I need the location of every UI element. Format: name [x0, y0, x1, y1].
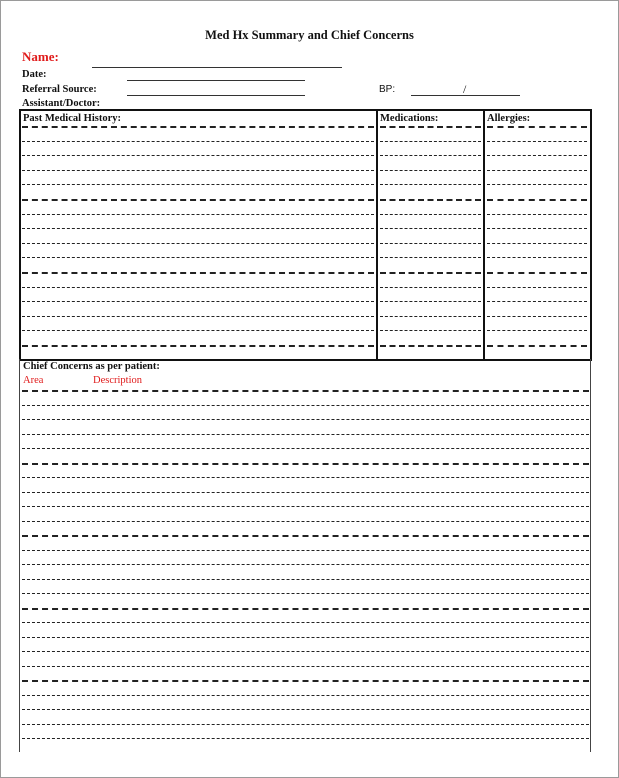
- medications-line[interactable]: [380, 214, 481, 215]
- concern-line[interactable]: [22, 695, 589, 696]
- concerns-left-border: [19, 359, 20, 752]
- history-line[interactable]: [22, 170, 374, 171]
- concern-line[interactable]: [22, 405, 589, 406]
- allergies-line[interactable]: [487, 228, 587, 229]
- name-label: Name:: [22, 49, 59, 64]
- assistant-doctor-label: Assistant/Doctor:: [22, 98, 101, 109]
- medications-line[interactable]: [380, 228, 481, 229]
- concern-line[interactable]: [22, 680, 589, 682]
- allergies-line[interactable]: [487, 301, 587, 302]
- concern-line[interactable]: [22, 419, 589, 420]
- concerns-right-border: [590, 359, 591, 752]
- concern-line[interactable]: [22, 593, 589, 594]
- history-line[interactable]: [22, 272, 374, 274]
- allergies-line[interactable]: [487, 316, 587, 317]
- history-line[interactable]: [22, 243, 374, 244]
- allergies-line[interactable]: [487, 214, 587, 215]
- concern-line[interactable]: [22, 535, 589, 537]
- allergies-header: Allergies:: [487, 113, 531, 124]
- allergies-column-divider: [483, 109, 485, 361]
- referral-field-line[interactable]: [127, 95, 305, 96]
- medications-line[interactable]: [380, 184, 481, 185]
- history-line[interactable]: [22, 184, 374, 185]
- medications-line[interactable]: [380, 126, 481, 128]
- medications-line[interactable]: [380, 345, 481, 347]
- date-label: Date:: [22, 69, 47, 80]
- past-medical-history-header: Past Medical History:: [23, 113, 121, 124]
- history-line[interactable]: [22, 330, 374, 331]
- allergies-line[interactable]: [487, 184, 587, 185]
- medications-line[interactable]: [380, 316, 481, 317]
- concern-line[interactable]: [22, 463, 589, 465]
- medications-line[interactable]: [380, 287, 481, 288]
- history-line[interactable]: [22, 141, 374, 142]
- history-line[interactable]: [22, 316, 374, 317]
- allergies-line[interactable]: [487, 243, 587, 244]
- bp-label: BP:: [379, 84, 396, 95]
- allergies-line[interactable]: [487, 170, 587, 171]
- concern-line[interactable]: [22, 550, 589, 551]
- concern-line[interactable]: [22, 622, 589, 623]
- date-field-line[interactable]: [127, 80, 305, 81]
- medications-line[interactable]: [380, 199, 481, 201]
- medications-line[interactable]: [380, 301, 481, 302]
- history-line[interactable]: [22, 199, 374, 201]
- medications-line[interactable]: [380, 243, 481, 244]
- name-field-line[interactable]: [92, 67, 342, 68]
- history-line[interactable]: [22, 228, 374, 229]
- medications-line[interactable]: [380, 257, 481, 258]
- allergies-line[interactable]: [487, 345, 587, 347]
- allergies-line[interactable]: [487, 126, 587, 128]
- form-title: Med Hx Summary and Chief Concerns: [205, 28, 414, 42]
- medications-header: Medications:: [380, 113, 439, 124]
- medical-history-table: [19, 109, 592, 361]
- bp-separator: /: [463, 82, 467, 96]
- history-line[interactable]: [22, 155, 374, 156]
- history-line[interactable]: [22, 214, 374, 215]
- medications-line[interactable]: [380, 155, 481, 156]
- allergies-line[interactable]: [487, 257, 587, 258]
- history-line[interactable]: [22, 287, 374, 288]
- history-line[interactable]: [22, 345, 374, 347]
- concern-line[interactable]: [22, 709, 589, 710]
- concern-line[interactable]: [22, 492, 589, 493]
- allergies-line[interactable]: [487, 287, 587, 288]
- medications-line[interactable]: [380, 170, 481, 171]
- allergies-line[interactable]: [487, 199, 587, 201]
- history-line[interactable]: [22, 301, 374, 302]
- concern-line[interactable]: [22, 651, 589, 652]
- allergies-line[interactable]: [487, 155, 587, 156]
- medications-line[interactable]: [380, 330, 481, 331]
- concern-line[interactable]: [22, 506, 589, 507]
- concern-line[interactable]: [22, 608, 589, 610]
- concern-line[interactable]: [22, 477, 589, 478]
- concern-line[interactable]: [22, 390, 589, 392]
- concern-line[interactable]: [22, 724, 589, 725]
- history-line[interactable]: [22, 126, 374, 128]
- referral-source-label: Referral Source:: [22, 84, 97, 95]
- concern-line[interactable]: [22, 564, 589, 565]
- area-label: Area: [23, 375, 44, 386]
- concern-line[interactable]: [22, 637, 589, 638]
- medications-column-divider: [376, 109, 378, 361]
- allergies-line[interactable]: [487, 141, 587, 142]
- concern-line[interactable]: [22, 579, 589, 580]
- concern-line[interactable]: [22, 666, 589, 667]
- concern-line[interactable]: [22, 434, 589, 435]
- medications-line[interactable]: [380, 272, 481, 274]
- description-label: Description: [93, 375, 142, 386]
- history-line[interactable]: [22, 257, 374, 258]
- concern-line[interactable]: [22, 521, 589, 522]
- concern-line[interactable]: [22, 448, 589, 449]
- allergies-line[interactable]: [487, 272, 587, 274]
- medications-line[interactable]: [380, 141, 481, 142]
- concern-line[interactable]: [22, 738, 589, 739]
- allergies-line[interactable]: [487, 330, 587, 331]
- chief-concerns-header: Chief Concerns as per patient:: [23, 361, 160, 372]
